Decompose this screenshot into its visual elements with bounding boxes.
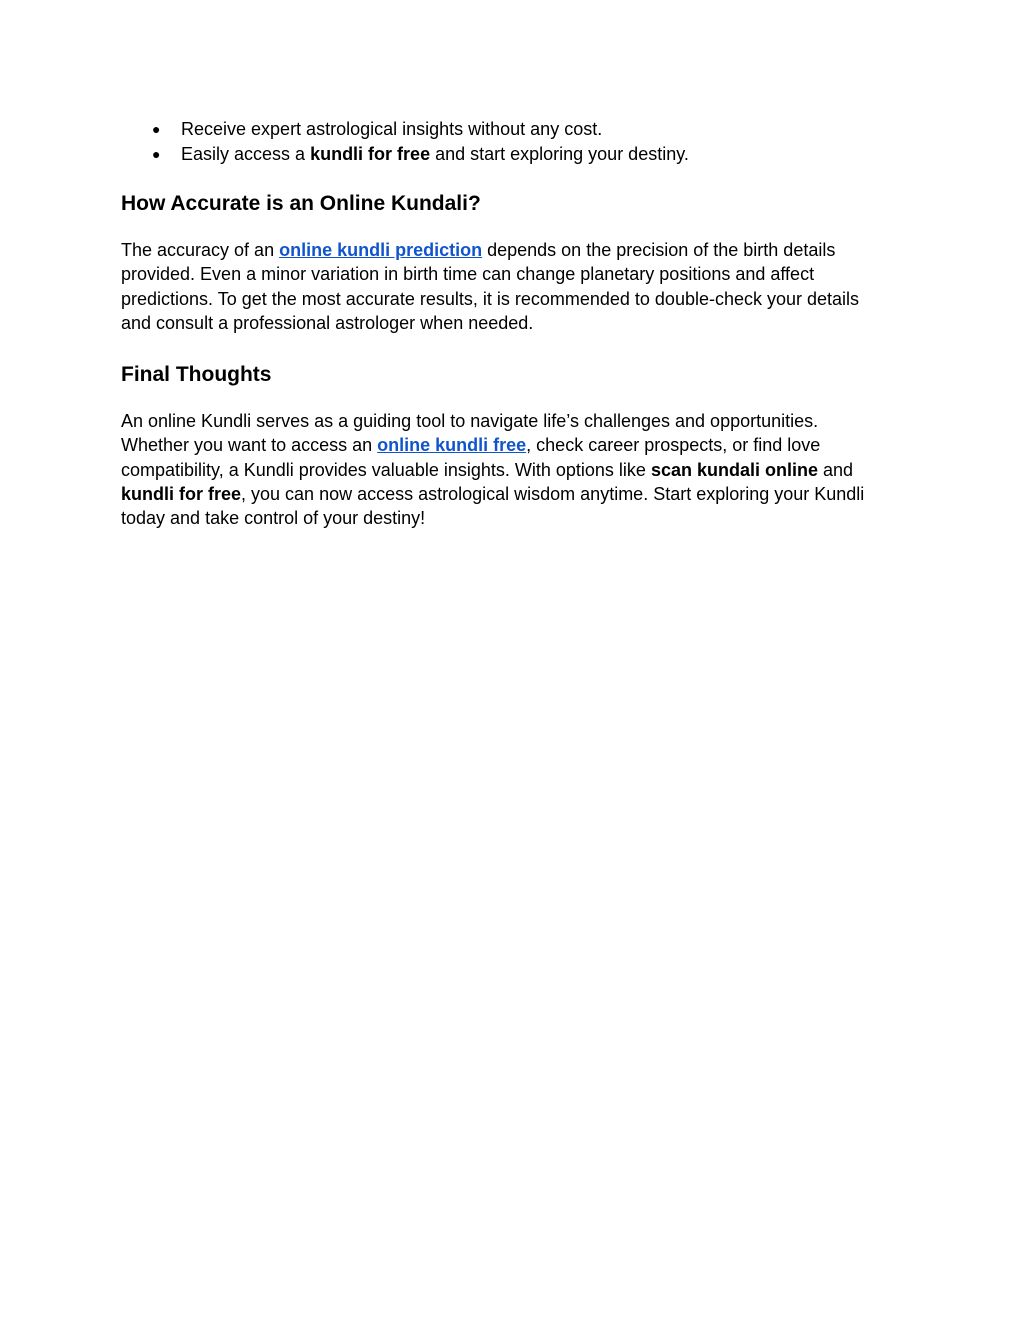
final-text-2: , check career prospects, or find love compatibility, a Kundli provides valuable insights. With options like — [121, 435, 821, 480]
accuracy-paragraph — [121, 238, 891, 335]
bullet-icon: ● — [152, 145, 161, 162]
list-item-bold: kundli for free — [310, 143, 431, 164]
benefits-list — [121, 117, 891, 166]
list-item — [121, 117, 891, 142]
accuracy-text-post: depends on the precision of the birth details provided. Even a minor variation in birth time can change planetary positions and affect predictions. To get the most accurate results, it is recommended to double-check your details and consult a professional astrologer when needed. — [121, 240, 860, 333]
final-thoughts-heading: Final Thoughts — [121, 363, 272, 387]
list-item — [121, 142, 891, 167]
final-thoughts-paragraph — [121, 409, 891, 530]
kundli-for-free-bold: kundli for free — [121, 484, 242, 505]
online-kundli-prediction-link[interactable]: online kundli prediction — [279, 240, 483, 260]
final-text-3: and — [817, 459, 854, 480]
document-page — [121, 117, 891, 531]
accuracy-text-pre: The accuracy of an — [121, 240, 280, 260]
list-item-text: Receive expert astrological insights without any cost. — [181, 119, 603, 139]
accuracy-heading: How Accurate is an Online Kundali? — [121, 192, 481, 215]
final-text-1: An online Kundli serves as a guiding tool to navigate life’s challenges and opportunities. Whether you want to access an — [121, 411, 819, 456]
list-item-text-post: and start exploring your destiny. — [430, 143, 689, 164]
scan-kundali-online-bold: scan kundali online — [650, 459, 818, 480]
bullet-icon: ● — [152, 121, 161, 137]
final-text-4: , you can now access astrological wisdom anytime. Start exploring your Kundli today and take control of your destiny! — [121, 484, 865, 529]
list-item-text-pre: Easily access a — [181, 143, 311, 164]
online-kundli-free-link[interactable]: online kundli free — [377, 435, 527, 456]
